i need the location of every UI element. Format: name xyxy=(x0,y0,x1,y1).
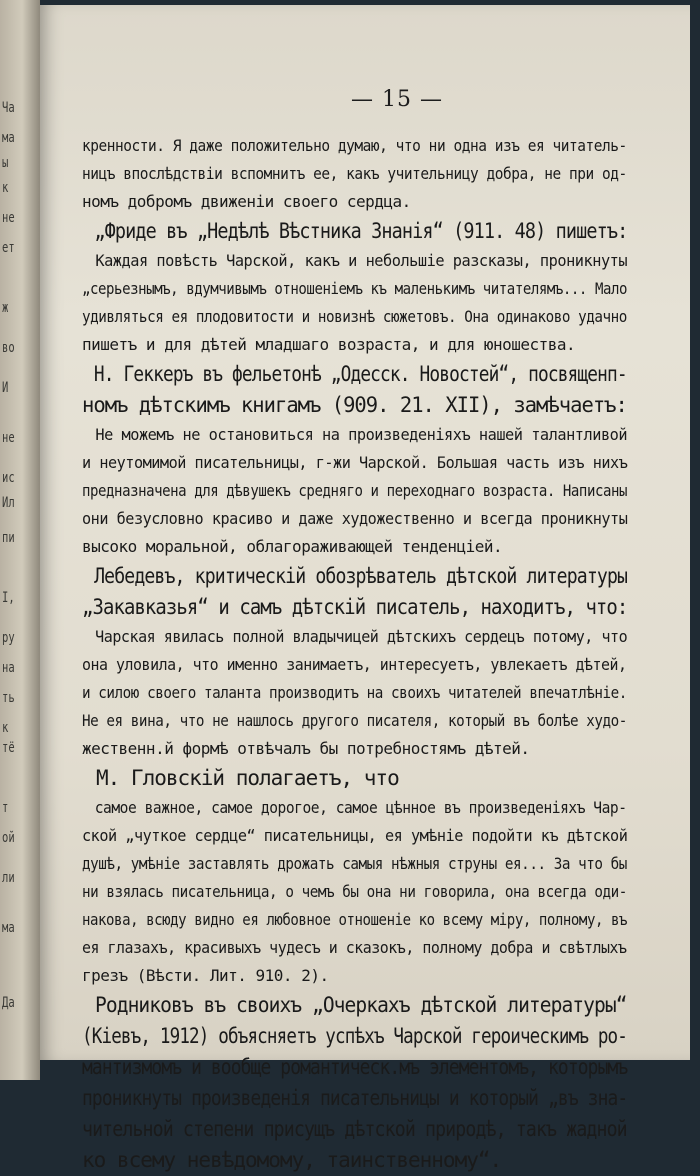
text-line-large: ко всему невѣдомому, таинственному“. xyxy=(82,1148,502,1172)
facing-page-fragment: во xyxy=(2,340,15,356)
text-line-large: чительной степени присущъ дѣтской природѣ, такъ жадной xyxy=(82,1117,627,1141)
text-line-large: номъ дѣтскимъ книгамъ (909. 21. XII), замѣчаетъ: xyxy=(82,393,627,417)
text-line-large: „Закавказья“ и самъ дѣтскій писатель, находитъ, что: xyxy=(82,595,628,619)
facing-page-fragment: ма xyxy=(2,130,15,146)
text-line-quote: и силою своего таланта производитъ на своихъ читателей впечатлѣніе. xyxy=(82,683,627,702)
facing-page-fragment: ис xyxy=(2,470,15,486)
text-line-quote: ницъ впослѣдствіи вспомнитъ ее, какъ учительницу добра, не при од- xyxy=(82,164,627,183)
facing-page-fragment: т xyxy=(2,800,9,816)
facing-page-fragment: ли xyxy=(2,870,15,886)
facing-page-fragment: ет xyxy=(2,240,15,256)
facing-page-fragment: ой xyxy=(2,830,15,846)
text-line-quote: грезъ (Вѣсти. Лит. 910. 2). xyxy=(82,966,329,985)
book-page xyxy=(40,5,690,1172)
text-line-quote: она уловила, что именно занимаетъ, интересуетъ, увлекаетъ дѣтей, xyxy=(82,655,627,674)
text-line-quote: пишетъ и для дѣтей младшаго возраста, и для юношества. xyxy=(82,335,576,354)
facing-page-fragment: Да xyxy=(2,995,15,1011)
body-text xyxy=(82,132,627,1176)
text-line-quote: ской „чуткое сердце“ писательницы, ея умѣніе подойти къ дѣтской xyxy=(82,826,628,845)
text-line-quote: самое важное, самое дорогое, самое цѣнное въ произведеніяхъ Чар- xyxy=(94,798,627,817)
text-line-quote: Не можемъ не остановиться на произведеніяхъ нашей талантливой xyxy=(95,425,628,444)
facing-page-fragment: Ча xyxy=(2,100,15,116)
facing-page-fragment: ж xyxy=(2,300,9,316)
text-line-quote: жественн.й формѣ отвѣчалъ бы потребностямъ дѣтей. xyxy=(82,739,530,758)
facing-page-fragment: Ил xyxy=(2,495,15,511)
facing-page-fragment: ру xyxy=(2,630,15,646)
facing-page-fragment: на xyxy=(2,660,15,676)
facing-page-fragment: к xyxy=(2,720,9,736)
text-line-large: (Кіевъ, 1912) объясняетъ успѣхъ Чарской героическимъ ро- xyxy=(82,1024,628,1048)
text-line-quote: душѣ, умѣніе заставлять дрожать самыя нѣжныя струны ея... За что бы xyxy=(82,854,627,873)
text-line-large: М. Гловскій полагаетъ, что xyxy=(96,766,399,790)
text-line-quote: накова, всюду видно ея любовное отношеніе ко всему міру, полному, въ xyxy=(82,910,628,929)
facing-page-fragment: не xyxy=(2,430,15,446)
facing-page-edge xyxy=(0,0,40,1080)
text-line-quote: удивляться ея плодовитости и новизнѣ сюжетовъ. Она одинаково удачно xyxy=(82,307,627,326)
text-line-quote: Не ея вина, что не нашлось другого писателя, который въ болѣе худо- xyxy=(82,711,627,730)
facing-page-fragment: ть xyxy=(2,690,15,706)
text-line-quote: и неутомимой писательницы, г-жи Чарской. Большая часть изъ нихъ xyxy=(82,453,628,472)
text-line-large: мантизмомъ и вообще романтическ.мъ элементомъ, которымъ xyxy=(82,1055,628,1079)
text-line-quote: номъ добромъ движеніи своего сердца. xyxy=(82,192,411,211)
text-line-large: Родниковъ въ своихъ „Очеркахъ дѣтской литературы“ xyxy=(95,993,627,1017)
text-line-large: „Фриде въ „Недѣлѣ Вѣстника Знанія“ (911. 48) пишетъ: xyxy=(94,219,628,243)
facing-page-fragment: тё xyxy=(2,740,15,756)
text-line-quote: ни взялась писательница, о чемъ бы она ни говорила, она всегда оди- xyxy=(82,882,627,901)
text-line-quote: кренности. Я даже положительно думаю, что ни одна изъ ея читатель- xyxy=(82,136,627,155)
text-line-large: Лебедевъ, критическій обозрѣватель дѣтской литературы xyxy=(94,564,628,588)
facing-page-fragment: И xyxy=(2,380,9,396)
text-line-quote: ея глазахъ, красивыхъ чудесъ и сказокъ, полному добра и свѣтлыхъ xyxy=(82,938,627,957)
facing-page-fragment: не xyxy=(2,210,15,226)
facing-page-fragment: ма xyxy=(2,920,15,936)
text-line-large: проникнуты произведенія писательницы и который „въ зна- xyxy=(82,1086,628,1110)
text-line-quote: „серьезнымъ, вдумчивымъ отношеніемъ къ маленькимъ читателямъ... Мало xyxy=(82,279,628,298)
facing-page-fragment: I, xyxy=(2,590,15,606)
facing-page-fragment: ы xyxy=(2,155,9,171)
page-number: — 15 — xyxy=(351,87,443,112)
text-line-quote: они безусловно красиво и даже художественно и всегда проникнуты xyxy=(82,509,628,528)
facing-page-fragment: пи xyxy=(2,530,15,546)
text-line-quote: Каждая повѣсть Чарской, какъ и небольшіе разсказы, проникнуты xyxy=(95,251,628,270)
text-line-quote: предназначена для дѣвушекъ средняго и переходнаго возраста. Написаны xyxy=(82,481,628,500)
text-line-large: Н. Геккеръ въ фельетонѣ „Одесск. Новостей“, посвященп- xyxy=(93,362,627,386)
facing-page-fragment: к xyxy=(2,180,9,196)
text-line-quote: Чарская явилась полной владычицей дѣтскихъ сердецъ потому, что xyxy=(95,627,628,646)
text-line-quote: высоко моральной, облагораживающей тенденціей. xyxy=(82,537,503,556)
